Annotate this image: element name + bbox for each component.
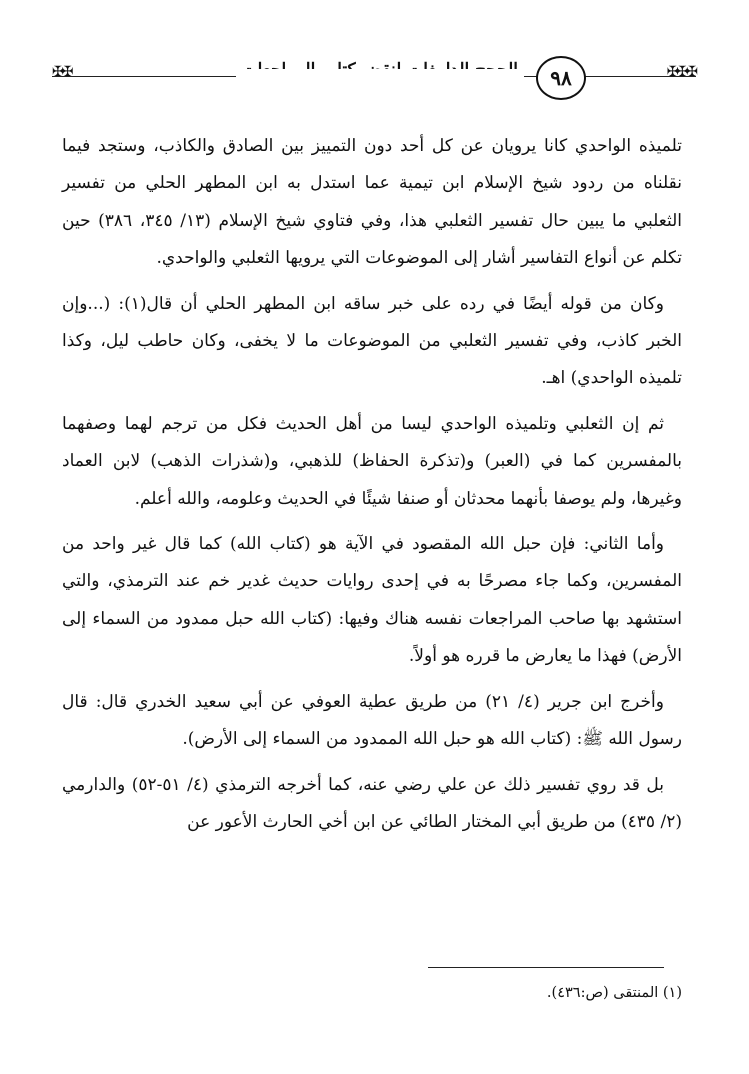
paragraph: بل قد روي تفسير ذلك عن علي رضي عنه، كما أخرجه الترمذي (٤/ ٥١-٥٢) والدارمي (٢/ ٤٣٥) من طريق أبي المختار الطائي عن ابن أخي الحارث الأعور عن [62,774,682,832]
paragraph: تلميذه الواحدي كانا يرويان عن كل أحد دون التمييز بين الصادق والكاذب، وستجد فيما نقلناه من ردود شيخ الإسلام ابن تيمية عما استدل به ابن المطهر الحلي من تفسير الثعلبي ما يبين حال تفسير الثعلبي هذا، وفي فتاوي شيخ الإسلام (١٣/ ٣٤٥، ٣٨٦) حين تكلم عن أنواع التفاسير أشار إلى الموضوعات التي يرويها الثعلبي والواحدي. [62,136,682,269]
page-number: ٩٨ [536,56,586,100]
paragraph: ثم إن الثعلبي وتلميذه الواحدي ليسا من أهل الحديث فكل من ترجم لهما وصفهما بالمفسرين كما في (العبر) و(تذكرة الحفاظ) للذهبي، و(شذرات الذهب) لابن العماد وغيرها، ولم يوصفا بأنهما محدثان أو صنفا شيئًا في الحديث وعلومه، والله أعلم. [62,413,682,509]
footnote-separator [428,967,664,968]
footnote: (١) المنتقى (ص:٤٣٦). [546,985,682,1001]
page-header [52,54,696,102]
ornament-right-icon: ✠✠✠ [666,64,696,80]
paragraph: وكان من قوله أيضًا في رده على خبر ساقه ابن المطهر الحلي أن قال(١): (...وإن الخبر كاذب، وفي تفسير الثعلبي من الموضوعات ما لا يخفى، وكان حاطب ليل، وكذا تلميذه الواحدي) اهـ. [62,293,682,389]
paragraph: وأخرج ابن جرير (٤/ ٢١) من طريق عطية العوفي عن أبي سعيد الخدري قال: قال رسول الله ﷺ: (كتاب الله هو حبل الله الممدود من السماء إلى الأرض). [62,691,682,750]
ornament-left-icon: ✠✠ [52,64,72,80]
body-text [62,128,682,849]
paragraph: وأما الثاني: فإن حبل الله المقصود في الآية هو (كتاب الله) كما قال غير واحد من المفسرين، وكما جاء مصرحًا به في إحدى روايات حديث غدير خم عند الترمذي، والتي استشهد بها صاحب المراجعات نفسه هناك وفيها: (كتاب الله حبل ممدود من السماء إلى الأرض) فهذا ما يعارض ما قرره هو أولاً. [62,534,682,667]
